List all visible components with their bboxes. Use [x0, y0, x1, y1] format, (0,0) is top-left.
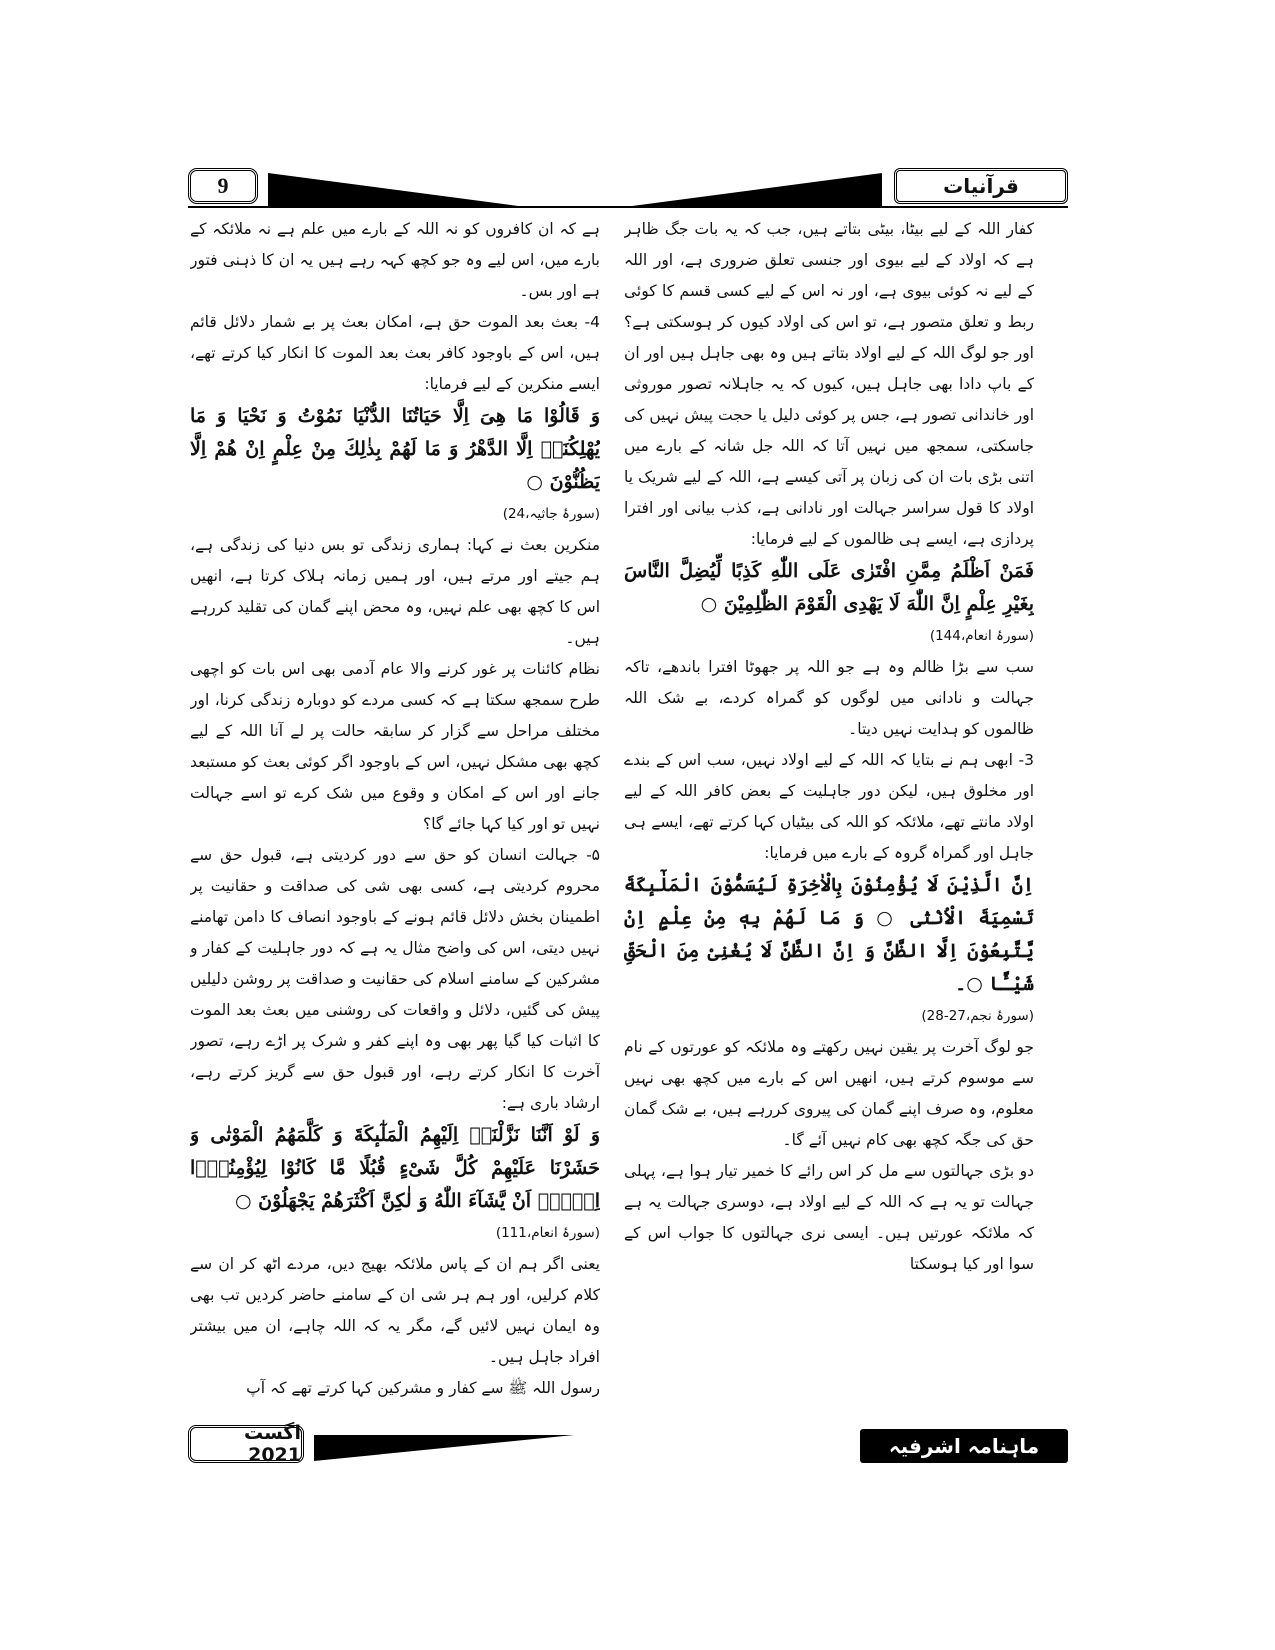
quran-verse: فَمَنْ اَظْلَمُ مِمَّنِ افْتَرٰی عَلَی اللّٰهِ كَذِبًا لِّیُضِلَّ النَّاسَ بِغَیْرِ عِلْمٍ اِنَّ اللّٰهَ لَا یَهْدِی الْقَوْمَ الظّٰلِمِیْنَ ○: [624, 560, 1034, 615]
paragraph: رسول اللہ ﷺ سے کفار و مشرکین کہا کرتے تھے کہ آپ: [246, 1379, 600, 1397]
quran-verse: وَ قَالُوْا مَا هِیَ اِلَّا حَیَاتُنَا الدُّنْیَا نَمُوْتُ وَ نَحْیَا وَ مَا یُهْلِكُنَاۤ اِلَّا الدَّهْرُ وَ مَا لَهُمْ بِذٰلِكَ مِنْ عِلْمٍ اِنْ هُمْ اِلَّا یَظُنُّوْنَ ○: [190, 405, 600, 493]
verse-reference: (سورۂ انعام،144): [929, 628, 1034, 644]
page-number: 9: [188, 168, 258, 204]
header-arrow-right-icon: [632, 168, 882, 206]
paragraph: جو لوگ آخرت پر یقین نہیں رکھتے وہ ملائکہ کو عورتوں کے نام سے موسوم کرتے ہیں، انھیں اس کے بارے میں کچھ بھی نہیں معلوم، وہ صرف اپنے گمان کی پیروی کررہے ہیں، بے شک گمان حق کی جگہ کچھ بھی کام نہیں آئے گا۔: [624, 1038, 1034, 1149]
paragraph: نظام کائنات پر غور کرنے والا عام آدمی بھی اس بات کو اچھی طرح سمجھ سکتا ہے کہ کسی مردے کو دوبارہ زندگی کرنا، اور مختلف مراحل سے گزار کر سابقہ حالت پر لے آنا اللہ کے لیے کچھ بھی مشکل نہیں، اس کے باوجود اگر کوئی بعث کو مستبعد جانے اور اس کے امکان و وقوع میں شک کرے تو اسے جہالت نہیں تو اور کیا کہا جائے گا؟: [190, 660, 600, 833]
header-rule: [188, 206, 1068, 208]
magazine-name: ماہنامہ اشرفیہ: [860, 1429, 1068, 1463]
verse-reference: (سورۂ انعام،111): [495, 1225, 600, 1241]
paragraph: کفار اللہ کے لیے بیٹا، بیٹی بتاتے ہیں، جب کہ یہ بات جگ ظاہر ہے کہ اولاد کے لیے بیوی اور جنسی تعلق ضروری ہے، اور اللہ کے لیے نہ کوئی بیوی ہے، اور نہ اس کے لیے کسی قسم کا کوئی ربط و تعلق متصور ہے، تو اس کی اولاد کیوں کر ہوسکتی ہے؟ اور جو لوگ اللہ کے لیے اولاد بتاتے ہیں وہ بھی جاہل ہیں اور ان کے باپ دادا بھی جاہل ہیں، کیوں کہ یہ جاہلانہ تصور موروثی اور خاندانی تصور ہے، جس پر کوئی دلیل یا حجت پیش نہیں کی جاسکتی، سمجھ میں نہیں آتا کہ اللہ جل شانہ کے بارے میں اتنی بڑی بات ان کی زبان پر آتی کیسے ہے، اللہ کے لیے شریک یا اولاد کا قول سراسر جہالت اور نادانی ہے، کذب بیانی اور افترا پردازی ہے، ایسے ہی ظالموں کے لیے فرمایا:: [624, 220, 1034, 548]
right-column: [624, 214, 1034, 1410]
paragraph: یعنی اگر ہم ان کے پاس ملائکہ بھیج دیں، مردے اٹھ کر ان سے کلام کرلیں، اور ہم ہر شی ان کے سامنے حاضر کردیں تب بھی وہ ایمان نہیں لائیں گے، مگر یہ کہ اللہ چاہے، ان میں بیشتر افراد جاہل ہیں۔: [190, 1255, 600, 1366]
footer-arrow-icon: [314, 1425, 574, 1461]
page-footer: [188, 1422, 1068, 1466]
page-header: [188, 168, 1068, 206]
issue-date: اگست 2021: [188, 1425, 304, 1463]
paragraph: منکرین بعث نے کہا: ہماری زندگی تو بس دنیا کی زندگی ہے، ہم جیتے اور مرتے ہیں، اور ہمیں زمانہ ہلاک کرتا ہے، انھیں اس کا کچھ بھی علم نہیں، وہ محض اپنے گمان کی تقلید کررہے ہیں۔: [190, 536, 600, 647]
quran-verse: اِنَّ الَّذِیْنَ لَا یُؤْمِنُوْنَ بِالْاٰخِرَةِ لَیُسَمُّوْنَ الْمَلٰٓىٕكَةَ تَسْمِیَةَ الْاُنْثٰی ○ وَ مَا لَهُمْ بِهٖ مِنْ عِلْمٍ اِنْ یَّتَّبِعُوْنَ اِلَّا الظَّنَّ وَ اِنَّ الظَّنَّ لَا یُغْنِیْ مِنَ الْحَقِّ شَیْـًٔا ○۔: [624, 874, 1034, 995]
paragraph: ۵- جہالت انسان کو حق سے دور کردیتی ہے، قبول حق سے محروم کردیتی ہے، کسی بھی شی کی صداقت و حقانیت پر اطمینان بخش دلائل قائم ہونے کے باوجود انصاف کا دامن تھامنے نہیں دیتی، اس کی واضح مثال یہ ہے کہ دور جاہلیت کے کفار و مشرکین کے سامنے اسلام کی حقانیت و صداقت پر روشن دلیلیں پیش کی گئیں، دلائل و واقعات کی روشنی میں بعث بعد الموت کا اثبات کیا گیا پھر بھی وہ اپنے کفر و شرک پر اڑے رہے، تصور آخرت کا انکار کرتے رہے، اور قبول حق سے گریز کرتے رہے، ارشاد باری ہے:: [190, 846, 600, 1112]
paragraph: سب سے بڑا ظالم وہ ہے جو اللہ پر جھوٹا افترا باندھے، تاکہ جہالت و نادانی میں لوگوں کو گمراہ کردے، بے شک اللہ ظالموں کو ہدایت نہیں دیتا۔: [624, 658, 1034, 738]
paragraph: دو بڑی جہالتوں سے مل کر اس رائے کا خمیر تیار ہوا ہے، پہلی جہالت تو یہ ہے کہ اللہ کے لیے اولاد ہے، دوسری جہالت یہ ہے کہ ملائکہ عورتیں ہیں۔ ایسی نری جہالتوں کا جواب اس کے سوا اور کیا ہوسکتا: [624, 1162, 1034, 1273]
paragraph: 3- ابھی ہم نے بتایا کہ اللہ کے لیے اولاد نہیں، سب اس کے بندے اور مخلوق ہیں، لیکن دور جاہلیت کے بعض کافر اللہ کے لیے اولاد مانتے تھے، ملائکہ کو اللہ کی بیٹیاں کہا کرتے تھے، ایسے ہی جاہل اور گمراہ گروہ کے بارے میں فرمایا:: [624, 751, 1034, 862]
section-title: قرآنیات: [894, 168, 1068, 204]
quran-verse: وَ لَوْ اَنَّنَا نَزَّلْنَاۤ اِلَیْهِمُ الْمَلٰٓىٕكَةَ وَ كَلَّمَهُمُ الْمَوْتٰی وَ حَشَرْنَا عَلَیْهِمْ كُلَّ شَیْءٍ قُبُلًا مَّا كَانُوْا لِیُؤْمِنُوْۤا اِلَّاۤ اَنْ یَّشَآءَ اللّٰهُ وَ لٰكِنَّ اَكْثَرَهُمْ یَجْهَلُوْنَ ○: [190, 1124, 600, 1212]
verse-reference: (سورۂ جاثیہ،24): [502, 506, 600, 522]
left-column: [190, 214, 600, 1410]
paragraph: 4- بعث بعد الموت حق ہے، امکان بعث پر بے شمار دلائل قائم ہیں، اس کے باوجود کافر بعث بعد الموت کا انکار کیا کرتے تھے، ایسے منکرین کے لیے فرمایا:: [190, 313, 600, 393]
header-arrow-left-icon: [268, 168, 518, 206]
paragraph: ہے کہ ان کافروں کو نہ اللہ کے بارے میں علم ہے نہ ملائکہ کے بارے میں، اس لیے وہ جو کچھ کہہ رہے ہیں یہ ان کا ذہنی فتور ہے اور بس۔: [190, 220, 600, 300]
verse-reference: (سورۂ نجم،27-28): [921, 1008, 1034, 1024]
